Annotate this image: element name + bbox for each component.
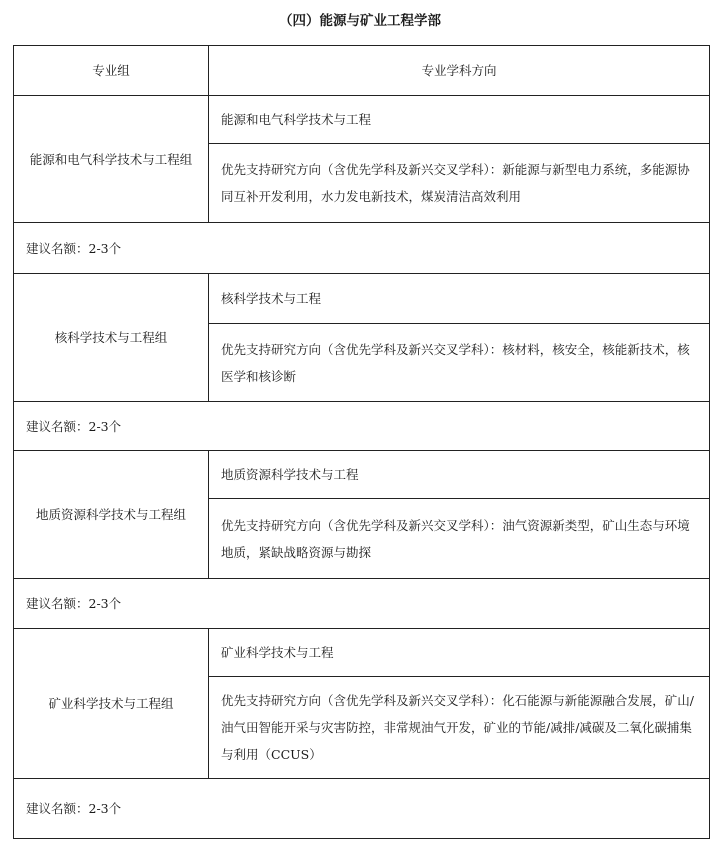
- discipline-name: 核科学技术与工程: [209, 274, 710, 324]
- discipline-name: 矿业科学技术与工程: [209, 629, 710, 677]
- priority-direction: 优先支持研究方向（含优先学科及新兴交叉学科）：新能源与新型电力系统，多能源协同互补开发利用，水力发电新技术，煤炭清洁高效利用: [209, 144, 710, 223]
- table-header-row: [14, 46, 710, 96]
- quota-text: 建议名额：2-3个: [14, 223, 710, 274]
- discipline-name: 能源和电气科学技术与工程: [209, 96, 710, 144]
- table-row: [14, 96, 710, 144]
- discipline-name: 地质资源科学技术与工程: [209, 451, 710, 499]
- group-name: 核科学技术与工程组: [14, 274, 209, 402]
- priority-direction: 优先支持研究方向（含优先学科及新兴交叉学科）：油气资源新类型，矿山生态与环境地质，紧缺战略资源与勘探: [209, 499, 710, 579]
- priority-direction: 优先支持研究方向（含优先学科及新兴交叉学科）：化石能源与新能源融合发展，矿山/油气田智能开采与灾害防控，非常规油气开发，矿业的节能/减排/减碳及二氧化碳捕集与利用（CCUS）: [209, 677, 710, 779]
- quota-text: 建议名额：2-3个: [14, 402, 710, 451]
- group-name: 地质资源科学技术与工程组: [14, 451, 209, 579]
- priority-direction: 优先支持研究方向（含优先学科及新兴交叉学科）：核材料，核安全，核能新技术，核医学和核诊断: [209, 324, 710, 402]
- group-name: 矿业科学技术与工程组: [14, 629, 209, 779]
- quota-text: 建议名额：2-3个: [14, 579, 710, 629]
- header-group: 专业组: [14, 46, 209, 96]
- table-row: [14, 451, 710, 499]
- page-title: （四）能源与矿业工程学部: [279, 13, 441, 29]
- quota-row: [14, 402, 710, 451]
- quota-row: [14, 779, 710, 839]
- quota-row: [14, 223, 710, 274]
- group-name: 能源和电气科学技术与工程组: [14, 96, 209, 223]
- table-row: [14, 629, 710, 677]
- table-row: [14, 274, 710, 324]
- quota-row: [14, 579, 710, 629]
- discipline-table: [13, 45, 710, 839]
- header-direction: 专业学科方向: [209, 46, 710, 96]
- quota-text: 建议名额：2-3个: [14, 779, 710, 839]
